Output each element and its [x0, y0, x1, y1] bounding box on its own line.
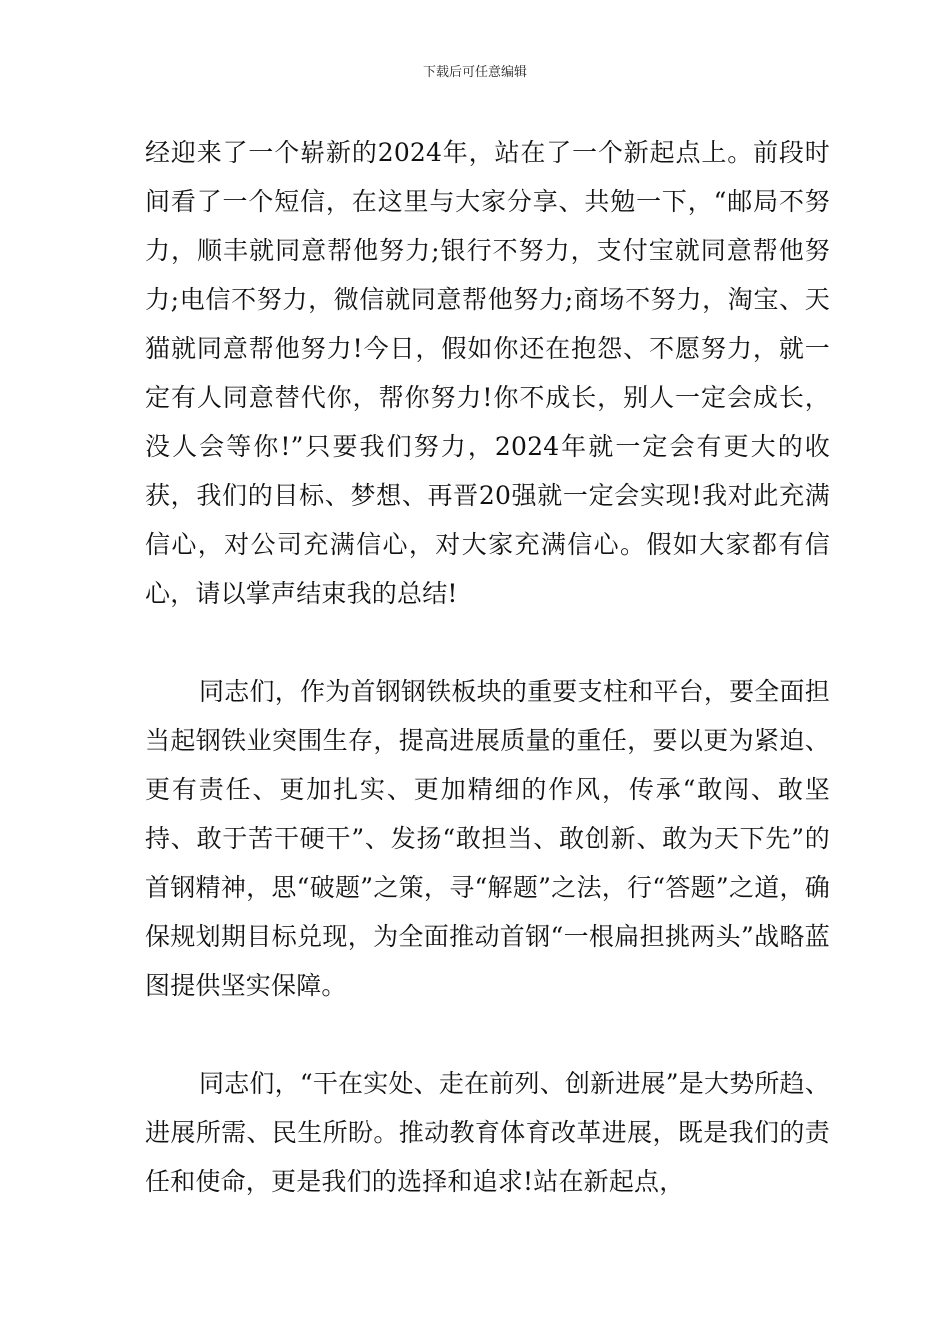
paragraph-1: 经迎来了一个崭新的2024年，站在了一个新起点上。前段时间看了一个短信，在这里与大家分享、共勉一下，“邮局不努力，顺丰就同意帮他努力;银行不努力，支付宝就同意帮他努力;电信不努力，微信就同意帮他努力;商场不努力，淘宝、天猫就同意帮他努力!今日，假如你还在抱怨、不愿努力，就一定有人同意替代你，帮你努力!你不成长，别人一定会成长，没人会等你!”只要我们努力，2024年就一定会有更大的收获，我们的目标、梦想、再晋20强就一定会实现!我对此充满信心，对公司充满信心，对大家充满信心。假如大家都有信心，请以掌声结束我的总结!	[145, 138, 830, 608]
document-body	[145, 128, 830, 1206]
paragraph-3: 同志们，“干在实处、走在前列、创新进展”是大势所趋、进展所需、民生所盼。推动教育体育改革进展，既是我们的责任和使命，更是我们的选择和追求!站在新起点，	[145, 1069, 830, 1196]
paragraph-2: 同志们，作为首钢钢铁板块的重要支柱和平台，要全面担当起钢铁业突围生存，提高进展质量的重任，要以更为紧迫、更有责任、更加扎实、更加精细的作风，传承“敢闯、敢坚持、敢于苦干硬干”、发扬“敢担当、敢创新、敢为天下先”的首钢精神，思“破题”之策，寻“解题”之法，行“答题”之道，确保规划期目标兑现，为全面推动首钢“一根扁担挑两头”战略蓝图提供坚实保障。	[145, 677, 830, 1000]
page-header: 下载后可任意编辑	[422, 65, 527, 80]
